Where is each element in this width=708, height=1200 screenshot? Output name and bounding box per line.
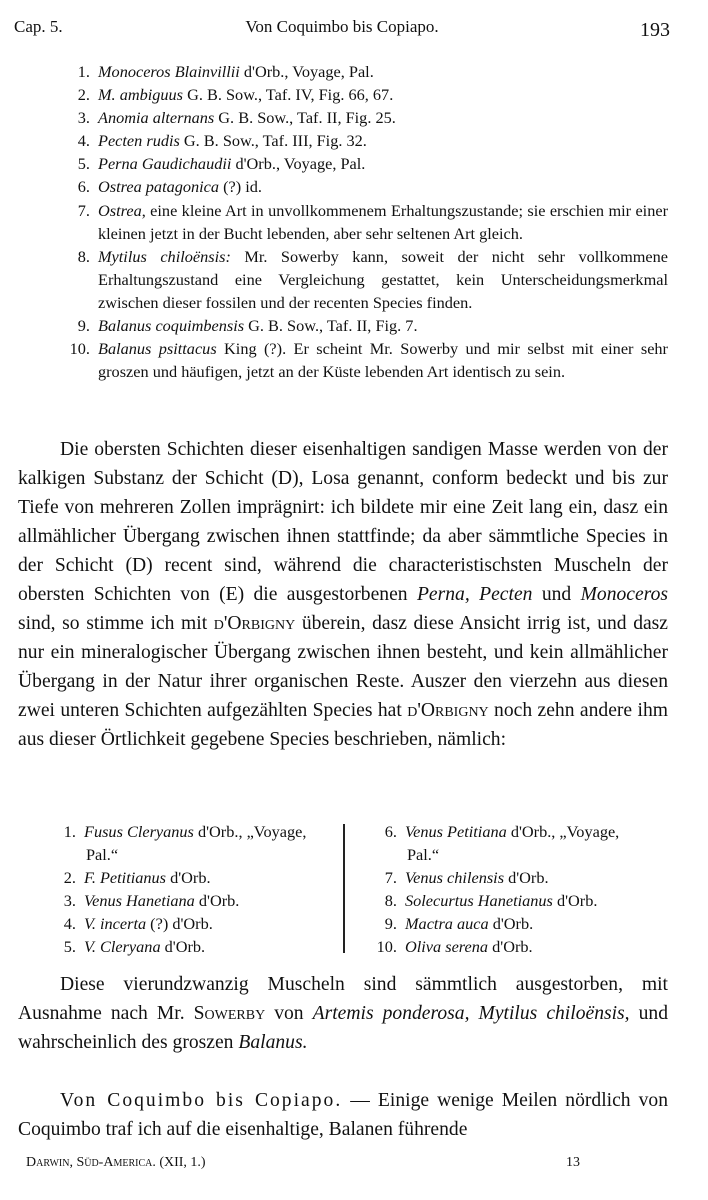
item-continuation: Pal.“ — [407, 845, 440, 865]
species-table-left-column — [40, 820, 343, 959]
item-number: 7. — [77, 200, 90, 220]
list-item — [40, 889, 343, 912]
item-number: 6. — [384, 822, 397, 841]
item-text: Anomia alternans G. B. Sow., Taf. II, Fig. 25. — [98, 108, 396, 128]
item-text: Pecten rudis G. B. Sow., Taf. III, Fig. 32. — [98, 131, 367, 151]
item-text: Venus Petitiana d'Orb., „Voyage, — [405, 822, 620, 841]
list-item — [40, 60, 668, 83]
item-number: 3. — [77, 108, 90, 128]
item-number: 1. — [63, 822, 76, 841]
item-text: V. incerta (?) d'Orb. — [84, 914, 213, 934]
list-item — [40, 245, 668, 314]
list-item — [345, 820, 670, 843]
paragraph-section-start: Von Coquimbo bis Copiapo. — Einige wenige Meilen nördlich von Coquimbo traf ich auf die eisenhaltige, Balanen führende — [18, 1090, 669, 1140]
item-number: 2. — [77, 85, 90, 105]
list-item — [40, 866, 343, 889]
item-number: 5. — [77, 154, 90, 174]
item-text: Perna Gaudichaudii d'Orb., Voyage, Pal. — [98, 154, 366, 174]
list-item — [40, 912, 343, 935]
section-heading: Von Coquimbo bis Copiapo. — [60, 1090, 343, 1111]
list-item — [40, 935, 343, 958]
list-item — [345, 935, 670, 958]
species-table — [40, 820, 670, 959]
list-item — [40, 129, 668, 152]
item-number: 9. — [384, 914, 397, 934]
item-text: Balanus coquimbensis G. B. Sow., Taf. II, Fig. 7. — [98, 316, 418, 336]
item-text: Mytilus chiloënsis: Mr. Sowerby kann, soweit der nicht sehr vollkommene Erhaltungszustand eine Vergleichung gestattet, kein Unterscheidungsmerkmal zwischen dieser fossilen und der recenten Species finden. — [98, 246, 668, 312]
item-number: 7. — [384, 868, 397, 888]
item-number: 8. — [77, 246, 90, 266]
item-number: 5. — [63, 937, 76, 957]
item-text: F. Petitianus d'Orb. — [84, 868, 211, 888]
item-text: Mactra auca d'Orb. — [405, 914, 534, 934]
sheet-number: 13 — [566, 1155, 580, 1170]
item-number: 2. — [63, 868, 76, 888]
item-number: 3. — [63, 891, 76, 911]
list-item — [40, 314, 668, 337]
list-item — [40, 83, 668, 106]
item-text: Solecurtus Hanetianus d'Orb. — [405, 891, 598, 911]
item-text: Monoceros Blainvillii d'Orb., Voyage, Pal. — [98, 62, 374, 81]
item-text: Venus chilensis d'Orb. — [405, 868, 549, 888]
item-number: 4. — [77, 131, 90, 151]
item-number: 8. — [384, 891, 397, 911]
list-item — [40, 152, 668, 175]
item-text: Venus Hanetiana d'Orb. — [84, 891, 240, 911]
list-item — [40, 175, 668, 198]
list-item — [345, 866, 670, 889]
signature-line: Darwin, Süd-America. (XII, 1.) — [26, 1155, 206, 1170]
item-number: 10. — [69, 339, 90, 359]
item-text: Fusus Cleryanus d'Orb., „Voyage, — [84, 822, 307, 841]
item-text: V. Cleryana d'Orb. — [84, 937, 206, 957]
item-text: Balanus psittacus King (?). Er scheint Mr. Sowerby und mir selbst mit einer sehr groszen und häufigen, jetzt an der Küste lebenden Art identisch zu sein. — [98, 339, 668, 382]
list-item — [40, 820, 343, 843]
list-item — [40, 106, 668, 129]
paragraph-main: Die obersten Schichten dieser eisenhaltigen sandigen Masse werden von der kalkigen Substanz der Schicht (D), Losa genannt, conform bedeckt und bis zur Tiefe von mehreren Zollen imprägnirt: ich bildete mir eine Zeit lang ein, dasz ein allmählicher Übergang zwischen ihnen stattfinde; da aber sämmtliche Species in der Schicht (D) recent sind, während die characteristischsten Muscheln der obersten Schichten von (E) die ausgestorbenen Perna, Pecten und Monoceros sind, so stimme ich mit d'Orbigny überein, dasz diese Ansicht irrig ist, und dasz nur ein mineralogischer Übergang zwischen ihnen besteht, und kein allmählicher Übergang in der Natur ihrer organischen Reste. Auszer den vierzehn aus diesen zwei unteren Schichten aufgezählten Species hat d'Orbigny noch zehn andere ihm aus dieser Örtlichkeit gegebene Species beschrieben, nämlich: — [18, 439, 669, 750]
item-continuation: Pal.“ — [86, 845, 119, 865]
list-item — [40, 337, 668, 383]
item-text: Oliva serena d'Orb. — [405, 937, 533, 957]
running-header — [14, 17, 670, 47]
species-list — [40, 60, 668, 383]
chapter-label: Cap. 5. — [14, 17, 63, 36]
running-title: Von Coquimbo bis Copiapo. — [245, 17, 439, 36]
item-number: 9. — [77, 316, 90, 336]
item-number: 1. — [77, 62, 90, 81]
item-text: M. ambiguus G. B. Sow., Taf. IV, Fig. 66, 67. — [98, 85, 394, 105]
page-number: 193 — [640, 19, 670, 41]
list-item — [40, 199, 668, 245]
list-item — [345, 912, 670, 935]
item-number: 4. — [63, 914, 76, 934]
item-text: Ostrea, eine kleine Art in unvollkommenem Erhaltungszustande; sie erschien mir einer kleinen jetzt in der Bucht lebenden, aber sehr seltenen Art gleich. — [98, 200, 668, 243]
list-item — [345, 889, 670, 912]
item-number: 6. — [77, 177, 90, 197]
paragraph-extinct: Diese vierundzwanzig Muscheln sind sämmtlich ausgestorben, mit Ausnahme nach Mr. Sowerby von Artemis ponderosa, Mytilus chiloënsis, und wahrscheinlich des groszen Balanus. — [18, 974, 668, 1053]
item-text: Ostrea patagonica (?) id. — [98, 177, 262, 197]
species-table-right-column — [345, 820, 670, 959]
item-number: 10. — [376, 937, 397, 957]
